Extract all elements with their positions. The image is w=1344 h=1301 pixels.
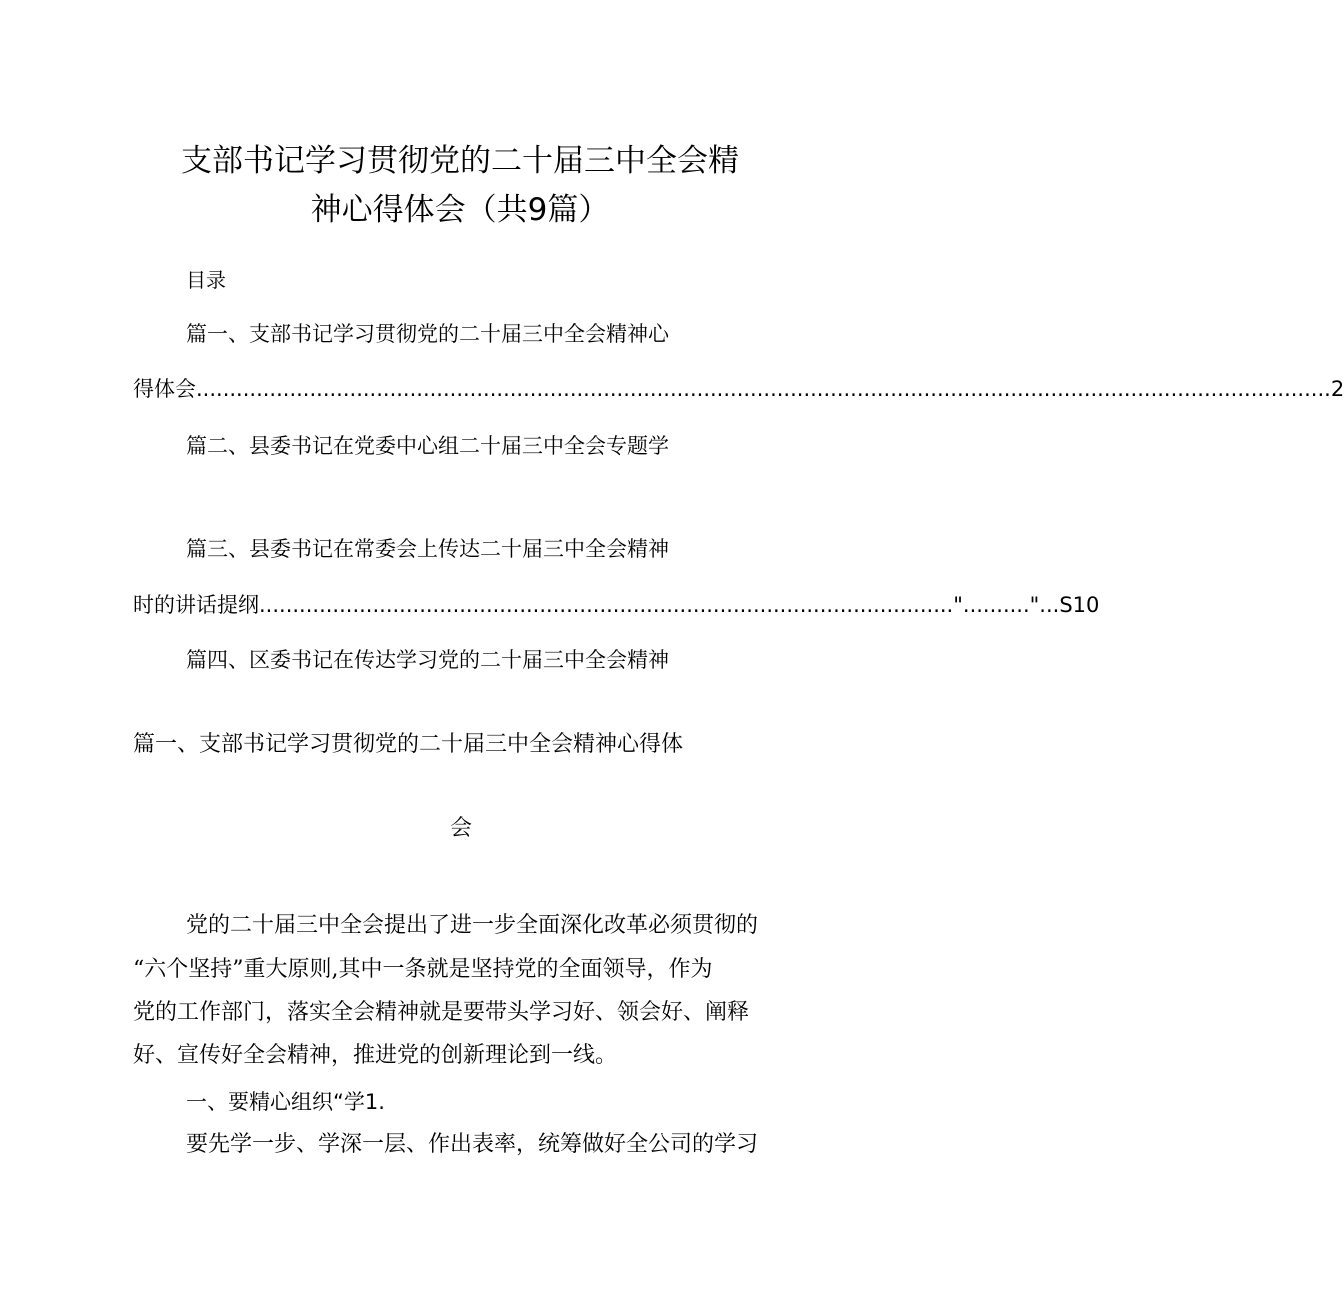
toc-entry-1-line-1[interactable]: 篇一、支部书记学习贯彻党的二十届三中全会精神心: [186, 322, 669, 346]
paragraph-2-line-1: 要先学一步、学深一层、作出表率，统筹做好全公司的学习: [186, 1132, 759, 1157]
paragraph-1-line-3: 党的工作部门，落实全会精神就是要带头学习好、领会好、阐释: [133, 1000, 750, 1025]
paragraph-1-line-4: 好、宣传好全会精神，推进党的创新理论到一线。: [133, 1043, 618, 1068]
toc-leader-dots: ..........................................................................................................................................................................: [196, 377, 1331, 401]
toc-heading: 目录: [186, 268, 226, 292]
toc-entry-3-leader-line[interactable]: [133, 591, 1100, 619]
toc-entry-1-line-2: 得体会: [133, 377, 196, 401]
document-title-line-1: 支部书记学习贯彻党的二十届三中全会精: [181, 143, 739, 179]
toc-entry-4-line-1[interactable]: 篇四、区委书记在传达学习党的二十届三中全会精神: [186, 648, 669, 672]
paragraph-1-line-1: 党的二十届三中全会提出了进一步全面深化改革必须贯彻的: [186, 913, 759, 938]
section-heading-line-2: 会: [450, 816, 473, 841]
subheading-1: 一、要精心组织“学1.: [186, 1090, 385, 1114]
paragraph-1-line-2: “六个坚持”重大原则,其中一条就是坚持党的全面领导，作为: [133, 957, 713, 982]
document-title-line-2: 神心得体会（共9篇）: [310, 192, 610, 228]
toc-entry-2-line-1[interactable]: 篇二、县委书记在党委中心组二十届三中全会专题学: [186, 434, 669, 458]
toc-entry-3-line-1[interactable]: 篇三、县委书记在常委会上传达二十届三中全会精神: [186, 537, 669, 561]
toc-entry-3-line-2: 时的讲话提纲: [133, 593, 259, 617]
toc-leader-dots: ........................................................................................................: [259, 593, 954, 617]
toc-entry-1-page: 2: [1330, 377, 1344, 401]
toc-entry-1-leader-line[interactable]: [133, 375, 1344, 403]
toc-entry-3-page: ".........."...S10: [953, 593, 1100, 617]
section-heading-line-1: 篇一、支部书记学习贯彻党的二十届三中全会精神心得体: [133, 732, 684, 757]
